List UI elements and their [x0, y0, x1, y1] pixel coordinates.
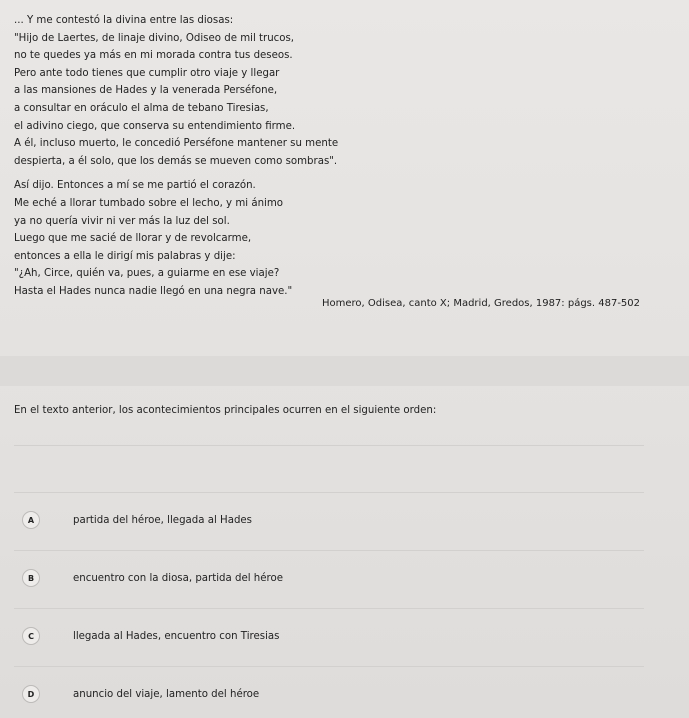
answer-option-a[interactable] — [22, 507, 642, 533]
poem-line: entonces a ella le dirigí mis palabras y dije: — [14, 250, 236, 262]
option-letter-badge: D — [22, 685, 40, 703]
answer-option-d[interactable] — [22, 681, 642, 707]
poem-line: ya no quería vivir ni ver más la luz del sol. — [14, 215, 230, 227]
divider — [14, 608, 644, 609]
poem-line: "¿Ah, Circe, quién va, pues, a guiarme en ese viaje? — [14, 268, 280, 280]
option-text: anuncio del viaje, lamento del héroe — [73, 688, 260, 700]
option-text: partida del héroe, llegada al Hades — [73, 514, 252, 526]
source-citation: Homero, Odisea, canto X; Madrid, Gredos, 1987: págs. 487-502 — [322, 298, 641, 309]
poem-line: despierta, a él solo, que los demás se mueven como sombras". — [14, 155, 338, 167]
poem-line: a las mansiones de Hades y la venerada Perséfone, — [14, 85, 278, 97]
poem-line: el adivino ciego, que conserva su entendimiento firme. — [14, 120, 296, 132]
section-separator — [0, 356, 689, 386]
divider — [14, 492, 644, 493]
poem-excerpt — [14, 12, 654, 301]
poem-line: "Hijo de Laertes, de linaje divino, Odiseo de mil trucos, — [14, 32, 295, 44]
divider — [14, 666, 644, 667]
poem-line: Pero ante todo tienes que cumplir otro viaje y llegar — [14, 67, 280, 79]
option-text: llegada al Hades, encuentro con Tiresias — [73, 630, 280, 642]
poem-line: ... Y me contestó la divina entre las diosas: — [14, 15, 234, 26]
poem-line: Me eché a llorar tumbado sobre el lecho, y mi ánimo — [14, 197, 284, 209]
question-stem: En el texto anterior, los acontecimientos principales ocurren en el siguiente orden: — [14, 405, 437, 416]
option-text: encuentro con la diosa, partida del héroe — [73, 572, 283, 584]
answer-option-c[interactable] — [22, 623, 642, 649]
option-letter-badge: A — [22, 511, 40, 529]
option-letter-badge: C — [22, 627, 40, 645]
divider — [14, 445, 644, 446]
poem-line: no te quedes ya más en mi morada contra tus deseos. — [14, 50, 293, 62]
poem-line: a consultar en oráculo el alma de tebano Tiresias, — [14, 102, 269, 114]
poem-line: Así dijo. Entonces a mí se me partió el corazón. — [14, 180, 256, 192]
poem-line: Luego que me sacié de llorar y de revolcarme, — [14, 233, 252, 245]
option-letter-badge: B — [22, 569, 40, 587]
poem-line: A él, incluso muerto, le concedió Perséfone mantener su mente — [14, 138, 339, 150]
stanza-gap — [14, 170, 654, 177]
poem-line: Hasta el Hades nunca nadie llegó en una negra nave." — [14, 285, 293, 297]
divider — [14, 550, 644, 551]
answer-option-b[interactable] — [22, 565, 642, 591]
